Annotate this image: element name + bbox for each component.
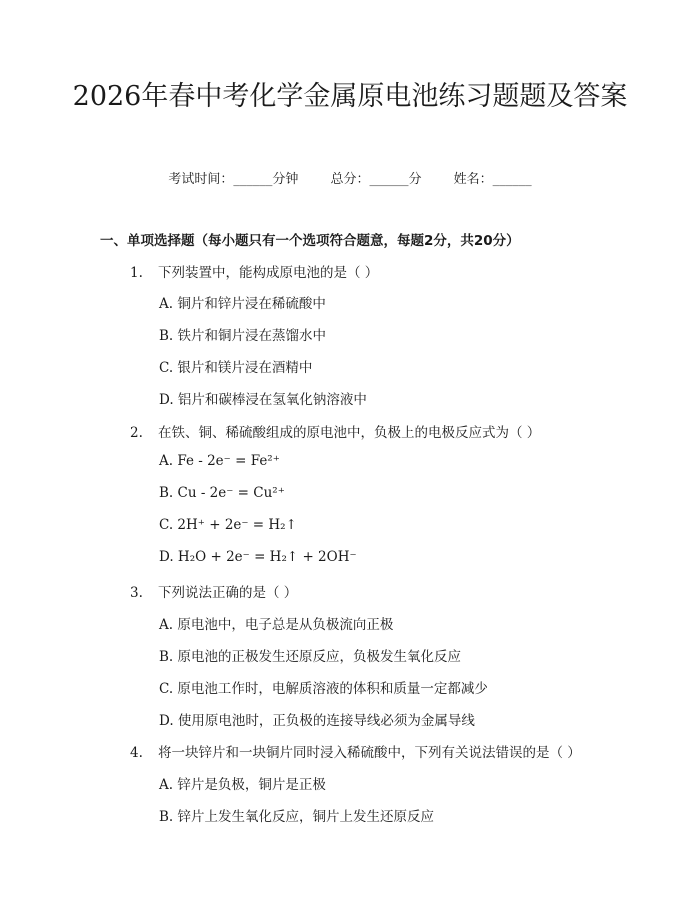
- option-2d: D. H₂O + 2e⁻ = H₂↑ + 2OH⁻: [159, 549, 357, 565]
- question-number: 2.: [130, 425, 143, 441]
- question-4: [130, 741, 581, 761]
- option-2c: C. 2H⁺ + 2e⁻ = H₂↑: [159, 517, 297, 533]
- option-3d: D. 使用原电池时，正负极的连接导线必须为金属导线: [159, 713, 475, 729]
- option-2b: B. Cu - 2e⁻ = Cu²⁺: [159, 485, 285, 501]
- question-text: 在铁、铜、稀硫酸组成的原电池中，负极上的电极反应式为（ ）: [158, 425, 541, 441]
- question-text: 下列说法正确的是（ ）: [158, 585, 298, 601]
- question-text: 将一块锌片和一块铜片同时浸入稀硫酸中，下列有关说法错误的是（ ）: [158, 745, 581, 761]
- question-number: 1.: [130, 265, 143, 281]
- exam-time: 考试时间：______分钟: [168, 172, 299, 187]
- student-name: 姓名：______: [453, 172, 532, 187]
- option-4a: A. 锌片是负极，铜片是正极: [159, 777, 326, 793]
- exam-meta: [0, 168, 700, 187]
- option-1c: C. 银片和镁片浸在酒精中: [159, 360, 313, 376]
- question-1: [130, 261, 378, 281]
- option-3b: B. 原电池的正极发生还原反应，负极发生氧化反应: [159, 649, 462, 665]
- option-3c: C. 原电池工作时，电解质溶液的体积和质量一定都减少: [159, 681, 488, 697]
- question-3: [130, 581, 297, 601]
- question-text: 下列装置中，能构成原电池的是（ ）: [158, 265, 379, 281]
- question-number: 4.: [130, 745, 143, 761]
- option-4b: B. 锌片上发生氧化反应，铜片上发生还原反应: [159, 809, 435, 825]
- option-2a: A. Fe - 2e⁻ = Fe²⁺: [159, 453, 280, 469]
- total-score: 总分：______分: [330, 172, 422, 187]
- section-heading: 一、单项选择题（每小题只有一个选项符合题意，每题2分，共20分）: [100, 233, 520, 249]
- option-1b: B. 铁片和铜片浸在蒸馏水中: [159, 328, 327, 344]
- option-1a: A. 铜片和锌片浸在稀硫酸中: [159, 296, 326, 312]
- page-title: 2026年春中考化学金属原电池练习题题及答案: [72, 81, 628, 112]
- option-1d: D. 铝片和碳棒浸在氢氧化钠溶液中: [159, 392, 367, 408]
- question-2: [130, 421, 540, 441]
- option-3a: A. 原电池中，电子总是从负极流向正极: [159, 617, 394, 633]
- question-number: 3.: [130, 585, 143, 601]
